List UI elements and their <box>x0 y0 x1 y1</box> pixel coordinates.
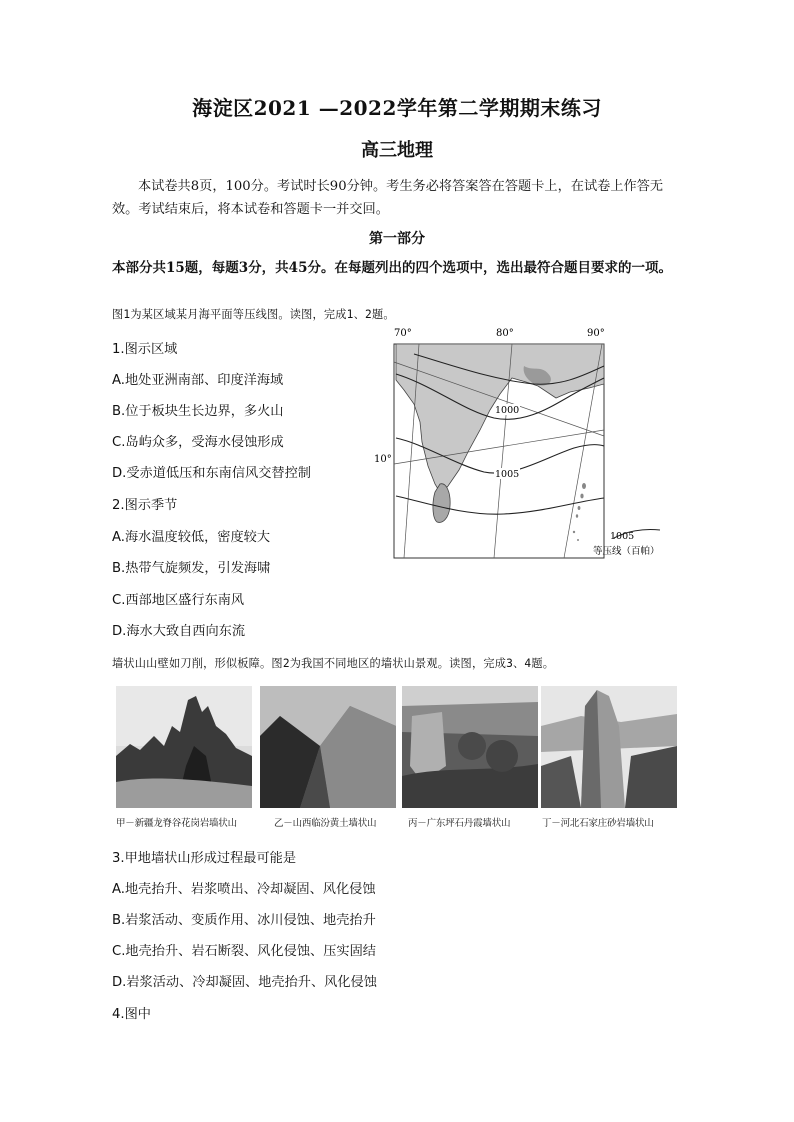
question-2-option-a: A.海水温度较低，密度较大 <box>112 530 271 545</box>
question-1-option-d: D.受赤道低压和东南信风交替控制 <box>112 466 311 481</box>
group1-lead: 图1为某区域某月海平面等压线图。读图，完成1、2题。 <box>112 308 395 321</box>
exam-title: 海淀区2021 —2022学年第二学期期末练习 <box>192 96 602 120</box>
legend-value: 1005 <box>610 531 635 542</box>
photo-loess-wall <box>260 686 396 808</box>
question-1-option-b: B.位于板块生长边界，多火山 <box>112 404 284 419</box>
group2-lead: 墙状山山壁如刀削，形似板障。图2为我国不同地区的墙状山景观。读图，完成3、4题。 <box>112 657 555 670</box>
lon-label-70: 70° <box>394 328 412 339</box>
question-4-stem: 4.图中 <box>112 1007 151 1022</box>
lat-label-10: 10° <box>374 454 392 465</box>
question-2-option-d: D.海水大致自西向东流 <box>112 624 246 639</box>
caption-loess: 乙－山西临汾黄土墙状山 <box>274 818 377 829</box>
question-2-stem: 2.图示季节 <box>112 498 178 513</box>
caption-sandstone: 丁－河北石家庄砂岩墙状山 <box>542 818 654 829</box>
intro-paragraph: 本试卷共8页，100分。考试时长90分钟。考生务必将答案答在答题卡上，在试卷上作答无效。考试结束后，将本试卷和答题卡一并交回。 <box>112 179 664 217</box>
legend-label: 等压线（百帕） <box>593 546 660 557</box>
lon-label-90: 90° <box>587 328 605 339</box>
question-1-option-a: A.地处亚洲南部、印度洋海域 <box>112 373 284 388</box>
question-3-option-b: B.岩浆活动、变质作用、冰川侵蚀、地壳抬升 <box>112 913 376 928</box>
caption-danxia: 丙－广东坪石丹霞墙状山 <box>408 818 511 829</box>
question-2-option-b: B.热带气旋频发，引发海啸 <box>112 561 271 576</box>
photo-danxia-wall <box>402 686 538 808</box>
question-3-option-d: D.岩浆活动、冷却凝固、地壳抬升、风化侵蚀 <box>112 975 377 990</box>
question-3-option-a: A.地壳抬升、岩浆喷出、冷却凝固、风化侵蚀 <box>112 882 376 897</box>
isobar-label-1000: 1000 <box>495 405 520 416</box>
photo-sandstone-wall <box>541 686 677 808</box>
question-3-stem: 3.甲地墙状山形成过程最可能是 <box>112 851 297 866</box>
question-1-option-c: C.岛屿众多，受海水侵蚀形成 <box>112 435 284 450</box>
section-title: 第一部分 <box>369 231 425 247</box>
question-1-stem: 1.图示区域 <box>112 342 178 357</box>
isobar-label-1005: 1005 <box>495 469 520 480</box>
section-instructions: 本部分共15题，每题3分，共45分。在每题列出的四个选项中，选出最符合题目要求的一项。 <box>112 260 672 276</box>
lon-label-80: 80° <box>496 328 514 339</box>
photo-granite-wall <box>116 686 252 808</box>
isobar-map <box>374 326 674 562</box>
subject-title: 高三地理 <box>361 140 433 161</box>
question-3-option-c: C.地壳抬升、岩石断裂、风化侵蚀、压实固结 <box>112 944 376 959</box>
question-2-option-c: C.西部地区盛行东南风 <box>112 593 245 608</box>
caption-granite: 甲－新疆龙脊谷花岗岩墙状山 <box>116 818 237 829</box>
